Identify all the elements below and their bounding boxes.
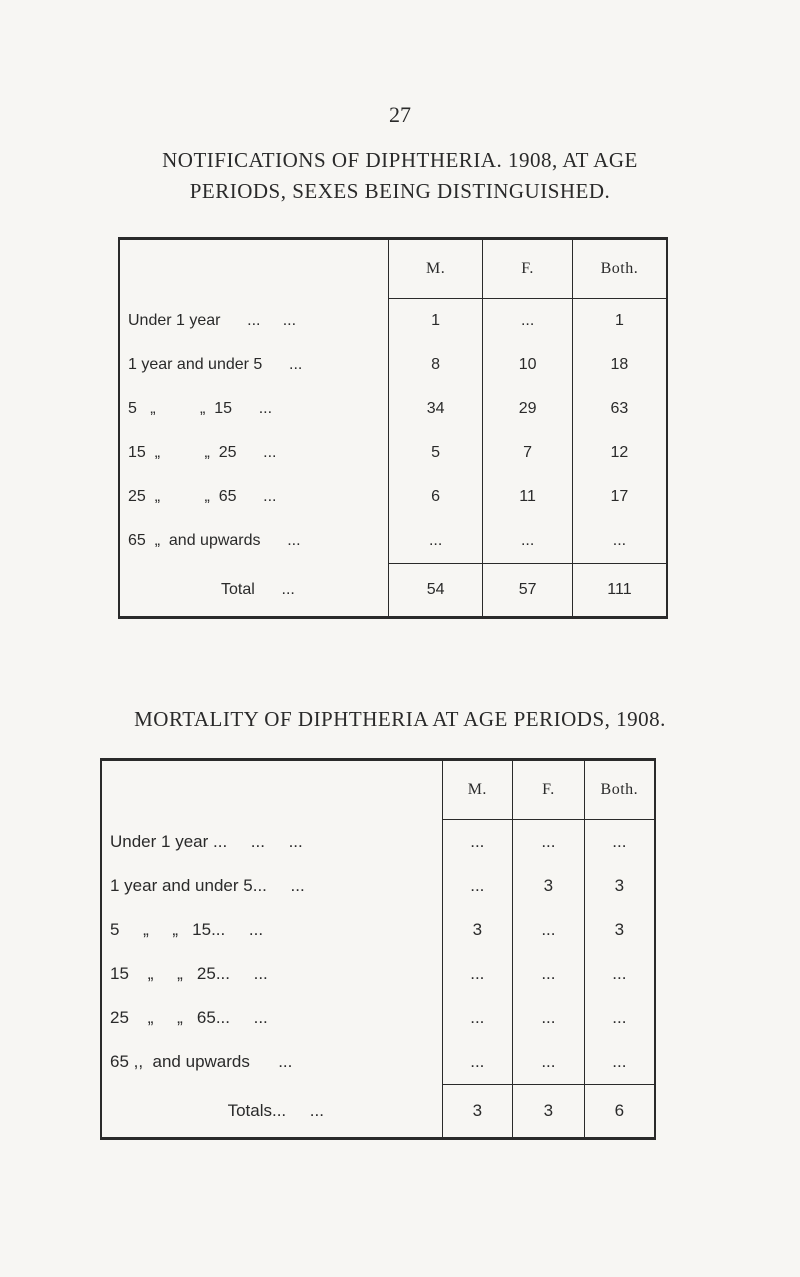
row-label: Under 1 year ... ... xyxy=(128,311,297,329)
cell-both: ... xyxy=(584,1040,655,1085)
row-label: Under 1 year ... ... ... xyxy=(110,831,303,851)
cell-male: ... xyxy=(442,1040,513,1085)
table-row xyxy=(101,820,655,865)
table-row xyxy=(101,908,655,952)
table-row xyxy=(119,387,667,431)
total-both: 6 xyxy=(584,1085,655,1139)
column-header-female: F. xyxy=(513,760,585,820)
table-header-row xyxy=(119,239,667,299)
page-number: 27 xyxy=(389,102,411,127)
cell-male: 3 xyxy=(442,908,513,952)
cell-male: 8 xyxy=(388,343,482,387)
row-label: 15 „ „ 25 ... xyxy=(128,444,277,461)
notifications-table xyxy=(118,237,668,619)
row-label: 5 „ „ 15... ... xyxy=(110,920,264,939)
table-row xyxy=(119,475,667,519)
cell-female: ... xyxy=(513,996,585,1040)
cell-male: ... xyxy=(388,519,482,564)
column-header-both: Both. xyxy=(572,239,667,299)
table-row xyxy=(101,1040,655,1085)
table-row xyxy=(119,343,667,387)
cell-female: ... xyxy=(483,519,573,564)
column-header-both: Both. xyxy=(584,760,655,820)
notifications-title-line1: NOTIFICATIONS OF DIPHTHERIA. 1908, AT AGE xyxy=(162,148,638,172)
total-row xyxy=(101,1085,655,1139)
cell-both: ... xyxy=(572,519,667,564)
cell-both: ... xyxy=(584,996,655,1040)
total-both: 111 xyxy=(572,564,667,618)
row-label: 5 „ „ 15 ... xyxy=(128,400,273,417)
total-male: 54 xyxy=(388,564,482,618)
notifications-title xyxy=(0,145,800,207)
table-row xyxy=(101,864,655,908)
row-label: 25 „ „ 65... ... xyxy=(110,1008,268,1027)
header-blank-cell xyxy=(119,239,388,299)
total-label: Totals... ... xyxy=(227,1100,324,1120)
cell-female: ... xyxy=(483,299,573,344)
row-label: 15 „ „ 25... ... xyxy=(110,964,268,983)
cell-female: ... xyxy=(513,908,585,952)
column-header-male: M. xyxy=(442,760,513,820)
total-male: 3 xyxy=(442,1085,513,1139)
header-blank-cell xyxy=(101,760,442,820)
cell-both: 3 xyxy=(584,864,655,908)
cell-female: 7 xyxy=(483,431,573,475)
cell-female: 29 xyxy=(483,387,573,431)
cell-both: ... xyxy=(584,952,655,996)
cell-both: 63 xyxy=(572,387,667,431)
notifications-title-line2: PERIODS, SEXES BEING DISTINGUISHED. xyxy=(189,179,611,203)
cell-male: ... xyxy=(442,952,513,996)
cell-male: ... xyxy=(442,996,513,1040)
table-row xyxy=(119,431,667,475)
cell-female: ... xyxy=(513,820,585,865)
cell-both: 12 xyxy=(572,431,667,475)
cell-both: 3 xyxy=(584,908,655,952)
cell-male: ... xyxy=(442,864,513,908)
cell-female: 11 xyxy=(483,475,573,519)
cell-both: ... xyxy=(584,820,655,865)
total-row xyxy=(119,564,667,618)
total-female: 3 xyxy=(513,1085,585,1139)
table-row xyxy=(101,996,655,1040)
row-label: 65 ,, and upwards ... xyxy=(110,1052,293,1072)
table-header-row xyxy=(101,760,655,820)
cell-female: 3 xyxy=(513,864,585,908)
table-row xyxy=(119,519,667,564)
cell-male: 1 xyxy=(388,299,482,344)
total-label: Total ... xyxy=(221,580,295,598)
column-header-male: M. xyxy=(388,239,482,299)
row-label: 1 year and under 5 ... xyxy=(128,356,303,373)
cell-male: 5 xyxy=(388,431,482,475)
cell-both: 18 xyxy=(572,343,667,387)
cell-male: 34 xyxy=(388,387,482,431)
cell-male: 6 xyxy=(388,475,482,519)
cell-female: 10 xyxy=(483,343,573,387)
table-row xyxy=(101,952,655,996)
row-label: 65 „ and upwards ... xyxy=(128,532,301,550)
table-row xyxy=(119,299,667,344)
total-female: 57 xyxy=(483,564,573,618)
cell-male: ... xyxy=(442,820,513,865)
cell-female: ... xyxy=(513,952,585,996)
cell-both: 1 xyxy=(572,299,667,344)
column-header-female: F. xyxy=(483,239,573,299)
row-label: 1 year and under 5... ... xyxy=(110,876,305,895)
cell-female: ... xyxy=(513,1040,585,1085)
cell-both: 17 xyxy=(572,475,667,519)
mortality-table xyxy=(100,758,656,1140)
mortality-title: MORTALITY OF DIPHTHERIA AT AGE PERIODS, 1908. xyxy=(134,707,666,731)
row-label: 25 „ „ 65 ... xyxy=(128,488,277,505)
